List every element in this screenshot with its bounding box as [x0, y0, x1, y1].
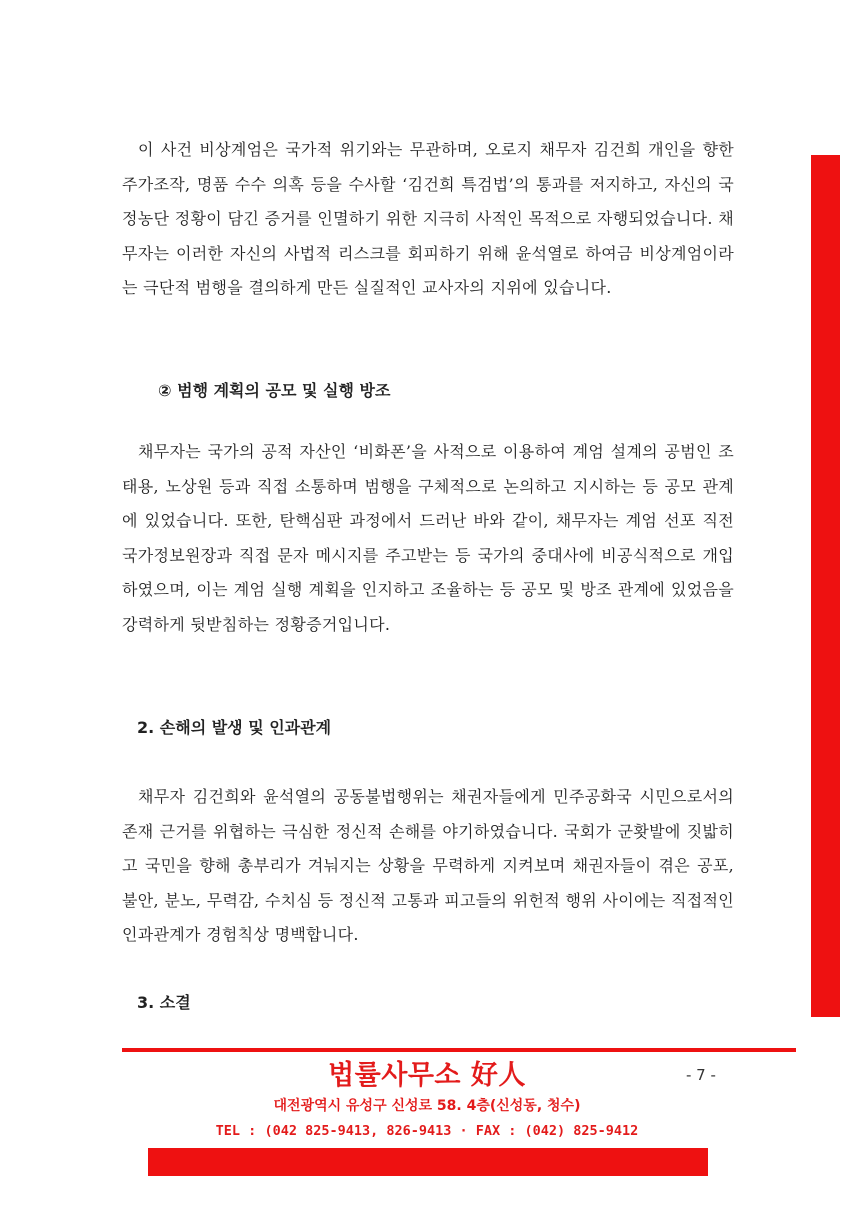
- law-firm-name: 법률사무소 好人: [328, 1060, 526, 1091]
- paragraph-conspiracy: 채무자는 국가의 공적 자산인 ‘비화폰’을 사적으로 이용하여 계엄 설계의 공범인 조태용, 노상원 등과 직접 소통하며 범행을 구체적으로 논의하고 지시하는 등 공모 관계에 있었습니다. 또한, 탄핵심판 과정에서 드러난 바와 같이, 채무자는 계엄 선포 직전 국가정보원장과 직접 문자 메시지를 주고받는 등 국가의 중대사에 비공식적으로 개입하였으며, 이는 계엄 실행 계획을 인지하고 조율하는 등 공모 및 방조 관계에 있었음을 강력하게 뒷받침하는 정황증거입니다.: [122, 442, 734, 634]
- paragraph-instigator-role: 이 사건 비상계엄은 국가적 위기와는 무관하며, 오로지 채무자 김건희 개인을 향한 주가조작, 명품 수수 의혹 등을 수사할 ‘김건희 특검법’의 통과를 저지하고, 자신의 국정농단 정황이 담긴 증거를 인멸하기 위한 지극히 사적인 목적으로 자행되었습니다. 채무자는 이러한 자신의 사법적 리스크를 회피하기 위해 윤석열로 하여금 비상계엄이라는 극단적 범행을 결의하게 만든 실질적인 교사자의 지위에 있습니다.: [122, 140, 734, 297]
- section-heading-damages: 2. 손해의 발생 및 인과관계: [137, 718, 332, 737]
- firm-contact: TEL : (042 825-9413, 826-9413 · FAX : (042) 825-9412: [215, 1123, 639, 1139]
- section-heading-conclusion: 3. 소결: [137, 993, 191, 1012]
- red-side-bar: [811, 155, 840, 1017]
- firm-address: 대전광역시 유성구 신성로 58. 4층(신성동, 청수): [273, 1098, 581, 1114]
- paragraph-damages: 채무자 김건희와 윤석열의 공동불법행위는 채권자들에게 민주공화국 시민으로서의 존재 근거를 위협하는 극심한 정신적 손해를 야기하였습니다. 국회가 군홧발에 짓밟히고 국민을 향해 총부리가 겨눠지는 상황을 무력하게 지켜보며 채권자들이 겪은 공포, 불안, 분노, 무력감, 수치심 등 정신적 고통과 피고들의 위헌적 행위 사이에는 직접적인 인과관계가 경험칙상 명백합니다.: [122, 787, 734, 944]
- footer-red-bar: [148, 1148, 708, 1176]
- page-number: - 7 -: [686, 1066, 716, 1084]
- section-heading-conspiracy: ② 범행 계획의 공모 및 실행 방조: [158, 381, 391, 400]
- footer-divider: [122, 1048, 796, 1052]
